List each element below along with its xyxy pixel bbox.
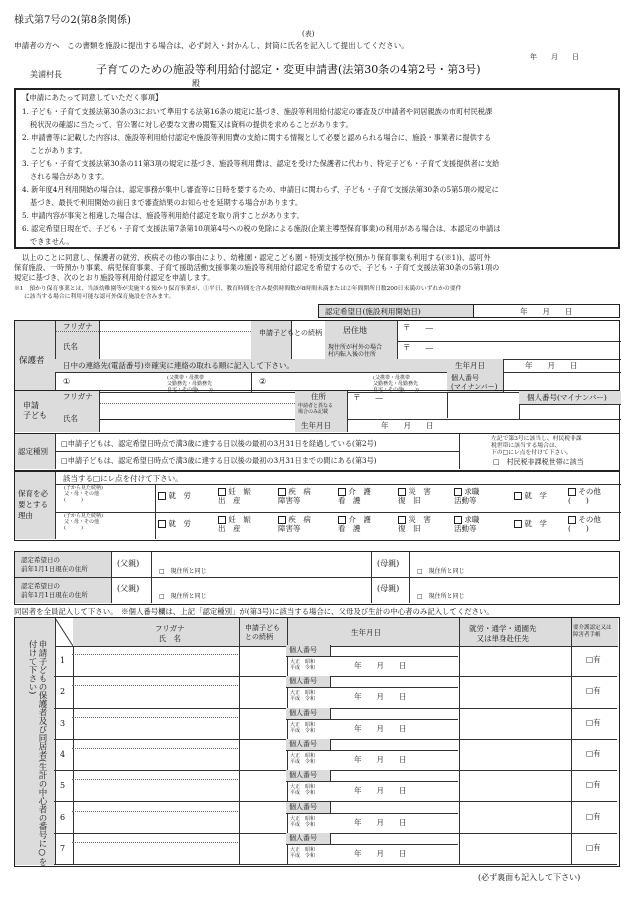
application-date: 年 月 日: [530, 53, 579, 61]
row-number: 2: [60, 687, 66, 697]
prior-address-label-2: 認定希望日の 前年1月1日現在の住所: [21, 582, 88, 599]
household-name-input[interactable]: [72, 833, 238, 864]
child-mynumber-label: 個人番号(マイナンバー): [527, 393, 607, 402]
guardian-postal[interactable]: 〒 ―: [403, 323, 433, 332]
child-address-label: 住所: [311, 392, 326, 401]
cert-type-section: [14, 433, 620, 471]
guardian-contact1[interactable]: ①: [63, 377, 71, 386]
household-name-input[interactable]: [72, 645, 238, 676]
reason-option-other[interactable]: その他 ( ): [568, 515, 601, 533]
row-number: 4: [60, 749, 66, 759]
form-title: 子育てのための施設等利用給付認定・変更申請書(法第30条の4第2号・第3号): [96, 63, 481, 76]
cert-type-label: 認定種別: [18, 447, 48, 456]
care-checkbox[interactable]: □有: [586, 717, 601, 727]
reason-option-school[interactable]: 就 学: [514, 492, 547, 500]
guardian-relation-label: 申請子どもとの続柄: [259, 329, 322, 337]
reason-option-jobsearch[interactable]: 求職 活動等: [454, 487, 480, 505]
child-section: [14, 390, 620, 434]
reason-label: 保育を必 要とする 理由: [18, 489, 48, 520]
table-row: [54, 676, 617, 707]
mynumber-label: 個人番号: [289, 833, 317, 842]
addressee-suffix: 殿: [192, 79, 200, 88]
household-name-input[interactable]: [72, 708, 238, 739]
household-birth-value[interactable]: 年 月 日: [354, 786, 407, 796]
household-name-input[interactable]: [72, 770, 238, 801]
header-workplace: 就労・通学・通園先 又は単身赴任先: [469, 624, 537, 643]
consent-line: される場合があります。: [30, 172, 109, 181]
household-workplace-input[interactable]: [458, 802, 570, 833]
guardian-out-label: 現住所が村外の場合 村内転入後の住所: [328, 344, 383, 358]
footnote: [14, 285, 620, 301]
reason-option-illness[interactable]: 疾 病 障害等: [278, 515, 311, 533]
reason-option-care[interactable]: 介 護 看 護: [338, 515, 371, 533]
household-mynumber-input[interactable]: [330, 708, 458, 719]
agreement-line: 規定に基づき、次のとおり施設等利用給付認定を申請します。: [14, 273, 215, 282]
reason-option-disaster[interactable]: 災 害 復 旧: [398, 515, 431, 533]
guardian-contact2-type: (父携帯・母携帯 父勤務先・母勤務先 自宅・その他( )): [373, 375, 419, 393]
cert-type-option-2[interactable]: □申請子どもは、認定希望日時点で満3歳に達する日以後の最初の3月31日を経過している(第2号): [61, 439, 377, 448]
consent-line: 3. 子ども・子育て支援法第30条の11第3項の規定に基づき、施設等利用費は、認定を受けた保護者に代わり、特定子ども・子育て支援提供者に支給: [22, 159, 500, 168]
guardian-contact2[interactable]: ②: [259, 377, 267, 386]
cert-right-note: 左記で第3号に該当し、村民税非課 税世帯に該当する場合は、 下の□にレ点を付けて下さい。: [491, 436, 582, 456]
mynumber-label: 個人番号: [289, 739, 317, 748]
row-number: 3: [60, 718, 66, 728]
reason-row-1-relation: (子から見た続柄) 父・母・その他 ( ): [64, 485, 103, 503]
table-row: [54, 645, 617, 676]
row-number: 5: [60, 781, 66, 791]
father-label: (父親): [117, 559, 140, 568]
reason-option-pregnancy[interactable]: 妊 娠 出 産: [218, 487, 251, 505]
consent-line: 1. 子ども・子育て支援法第30条の3において準用する法第16条の規定に基づき、施設等利用給付認定の審査及び申請者や同居親族の市町村民税課: [22, 107, 493, 116]
household-mynumber-input[interactable]: [330, 676, 458, 687]
footnote-line: に該当する場合に利用可能な認可外保育施設を含みます。: [24, 294, 175, 300]
household-birth-value[interactable]: 年 月 日: [354, 848, 407, 858]
tax-exempt-checkbox[interactable]: □ 村民税非課税世帯に該当: [493, 458, 584, 466]
table-row: [54, 802, 617, 833]
reason-instruction: 該当する□にレ点を付けて下さい。: [63, 474, 183, 483]
father-same-checkbox[interactable]: □ 現住所と同じ: [159, 568, 207, 575]
child-name-input[interactable]: [99, 391, 295, 432]
agreement-line: 保育施設、一時預かり事業、病児保育事業、子育て援助活動支援事業の施設等利用給付認定を希望するので、子ども・子育て支援法第30条の5第1項の: [14, 263, 500, 272]
care-checkbox[interactable]: □有: [586, 748, 601, 758]
household-workplace-input[interactable]: [458, 708, 570, 739]
header-care: 要介護認定又は 障害者手帳: [573, 625, 612, 638]
household-workplace-input[interactable]: [458, 770, 570, 801]
front-label: (表): [302, 30, 315, 38]
household-mynumber-input[interactable]: [330, 833, 458, 844]
child-address-note: 申請者と異なる 場合のみ記載: [298, 403, 334, 415]
mynumber-label: 個人番号: [289, 708, 317, 717]
consent-line: 4. 新年度4月利用開始の場合は、認定事務が集中し審査等に日時を要するため、申請日に関わらず、子ども・子育て支援法第30条の5第5項の規定に: [22, 185, 499, 194]
header-birth: 生年月日: [351, 628, 381, 637]
child-postal[interactable]: 〒 ―: [353, 393, 383, 402]
guardian-name-input[interactable]: [99, 321, 251, 359]
mynumber-label: 個人番号: [289, 802, 317, 811]
consent-line: 基づき、最長で利用開始の前日まで審査結果のお知らせを延期する場合があります。: [30, 198, 303, 207]
guardian-mynumber-input[interactable]: [503, 372, 621, 392]
desired-date-label-cell: [318, 304, 474, 318]
table-row: [54, 708, 617, 739]
reason-option-work[interactable]: 就 労: [158, 492, 191, 500]
consent-heading: 【申請にあたって同意していただく事項】: [22, 93, 163, 102]
child-section-label: 申請 子ども: [23, 401, 47, 420]
desired-date-field[interactable]: [473, 304, 620, 318]
reason-row-2-relation: (子から見た続柄) 父・母・その他 ( ): [64, 513, 103, 531]
household-name-input[interactable]: [72, 802, 238, 833]
mother-same-checkbox-2[interactable]: □ 現住所と同じ: [417, 593, 465, 600]
reason-option-jobsearch[interactable]: 求職 活動等: [454, 515, 480, 533]
row-number: 6: [60, 812, 66, 822]
household-instruction: 同居者を全員記入して下さい。 ※個人番号欄は、上記「認定種別」が(第3号)に該当する場合に、父母及び生計の中心者のみ記入してください。: [14, 607, 494, 616]
mother-label-2: (母親): [377, 584, 400, 593]
mynumber-label: 個人番号: [289, 771, 317, 780]
care-checkbox[interactable]: □有: [586, 811, 601, 821]
reason-option-school[interactable]: 就 学: [514, 520, 547, 528]
guardian-mynumber-label: 個人番号 (マイナンバー): [451, 374, 498, 391]
guardian-contact-label: 日中の連絡先(電話番号)※確実に連絡の取れる順に記入して下さい。: [63, 361, 294, 370]
era-options: 大正 昭和 平成 令和: [290, 784, 316, 797]
guardian-relation-cell: [251, 321, 291, 359]
era-options: 大正 昭和 平成 令和: [290, 846, 316, 859]
household-workplace-input[interactable]: [458, 645, 570, 676]
household-relation-input[interactable]: [238, 770, 286, 801]
care-checkbox[interactable]: □有: [586, 686, 601, 696]
guardian-address-label: 居住地: [343, 326, 367, 335]
household-relation-input[interactable]: [238, 802, 286, 833]
household-workplace-input[interactable]: [458, 739, 570, 770]
child-mynumber-input[interactable]: [519, 404, 621, 419]
household-name-input[interactable]: [72, 676, 238, 707]
household-birth-value[interactable]: 年 月 日: [354, 754, 407, 764]
consent-box: [14, 88, 620, 249]
household-workplace-input[interactable]: [458, 676, 570, 707]
form-number: 様式第7号の2(第8条関係): [14, 15, 131, 26]
mother-same-checkbox[interactable]: □ 現住所と同じ: [417, 568, 465, 575]
household-side-label: 申請子どもの保護者及び同居者(生計の中心者の番号に○を付けて下さい): [27, 640, 47, 866]
consent-line: 5. 申請内容が事実と相違した場合は、施設等利用給付認定を取り消すことがあります。: [22, 211, 304, 220]
era-options: 大正 昭和 平成 令和: [290, 659, 316, 671]
desired-date-label: 認定希望日(施設利用開始日): [325, 307, 421, 316]
guardian-furigana-label: フリガナ: [63, 322, 93, 331]
household-birth-value[interactable]: 年 月 日: [354, 817, 407, 827]
care-checkbox[interactable]: □有: [586, 842, 601, 852]
household-name-input[interactable]: [72, 739, 238, 770]
household-relation-input[interactable]: [238, 708, 286, 739]
reason-option-pregnancy[interactable]: 妊 娠 出 産: [218, 515, 251, 533]
consent-list: [22, 105, 616, 248]
guardian-contact1-type: (父携帯・母携帯 父勤務先・母勤務先 自宅・その他( )): [167, 375, 213, 393]
household-mynumber-input[interactable]: [330, 802, 458, 813]
reason-option-other[interactable]: その他 ( ): [568, 487, 601, 505]
mynumber-label: 個人番号: [289, 677, 317, 686]
father-same-checkbox-2[interactable]: □ 現住所と同じ: [159, 593, 207, 600]
reason-option-illness[interactable]: 疾 病 障害等: [278, 487, 311, 505]
era-options: 大正 昭和 平成 令和: [290, 690, 316, 703]
table-row: [54, 833, 617, 864]
instruction-text: 申請者の方へ この書類を施設に提出する場合は、必ず封入・封かんし、封筒に氏名を記入して提出してください。: [14, 41, 409, 50]
household-relation-input[interactable]: [238, 676, 286, 707]
prior-address-section: [14, 551, 620, 605]
household-relation-input[interactable]: [238, 833, 286, 864]
child-birth-label: 生年月日: [301, 421, 331, 430]
footer-note: (必ず裏面も記入して下さい): [478, 873, 581, 882]
child-birth-value[interactable]: 年 月 日: [381, 421, 434, 430]
household-relation-input[interactable]: [238, 739, 286, 770]
guardian-section-label: 保護者: [19, 356, 45, 366]
guardian-name-label: 氏名: [63, 342, 78, 351]
addressee: 美浦村長: [30, 70, 62, 79]
agreement-line: 以上のことに同意し、保護者の就労、疾病その他の事由により、幼稚園・認定こども園・特別支援学校(預かり保育事業も利用する(※1))、認可外: [22, 253, 491, 262]
row-number: 1: [60, 656, 66, 665]
consent-line: 2. 申請書等に記載した内容は、施設等利用給付認定や施設等利用費の支給に関する情報として必要と認められる場合に、施設・事業者に提供する: [22, 133, 492, 142]
guardian-birth-value[interactable]: 年 月 日: [525, 361, 578, 370]
reason-option-care[interactable]: 介 護 看 護: [338, 487, 371, 505]
reason-option-work[interactable]: 就 労: [158, 520, 191, 528]
care-checkbox[interactable]: □有: [586, 780, 601, 790]
reason-section: [14, 471, 620, 541]
guardian-birth-label: 生年月日: [455, 361, 485, 370]
consent-line: 6. 認定希望日現在で、子ども・子育て支援法第7条第10項第4号への税の免除による施設(企業主導型保育事業)の利用がある場合は、本認定の申請は: [22, 224, 501, 233]
era-options: 大正 昭和 平成 令和: [290, 721, 316, 734]
row-number: 7: [60, 843, 66, 853]
consent-line: 税状況の確認に当たって、官公署に対し必要な文書の閲覧又は資料の提供を求めることがあります。: [30, 120, 353, 129]
consent-line: ことがあります。: [30, 146, 87, 155]
reason-option-disaster[interactable]: 災 害 復 旧: [398, 487, 431, 505]
table-row: [54, 770, 617, 801]
household-workplace-input[interactable]: [458, 833, 570, 864]
consent-line: できません。: [30, 237, 74, 246]
mother-label: (母親): [377, 559, 400, 568]
header-diagonal: [55, 618, 73, 646]
father-label-2: (父親): [117, 584, 140, 593]
care-checkbox[interactable]: □有: [586, 655, 601, 664]
household-birth-value[interactable]: 年 月 日: [354, 723, 407, 733]
cert-type-option-3[interactable]: □申請子どもは、認定希望日時点で満3歳に達する日以後の最初の3月31日までの間にある(第3号): [61, 456, 377, 465]
household-mynumber-input[interactable]: [330, 770, 458, 781]
era-options: 大正 昭和 平成 令和: [290, 815, 316, 828]
household-mynumber-input[interactable]: [330, 645, 458, 656]
table-row: [54, 739, 617, 770]
mynumber-label: 個人番号: [289, 646, 317, 654]
prior-address-label-1: 認定希望日の 前年1月1日現在の住所: [21, 556, 88, 573]
guardian-relation-input[interactable]: [291, 321, 325, 359]
footnote-line: ※1 預かり保育事業とは、当該幼稚園等が実施する預かり保育事業が、①平日、教育時間を含み提供時間数が8時間未満または②年間開所日数200日未満のいずれかの要件: [14, 286, 462, 292]
header-name: フリガナ 氏 名: [155, 624, 185, 643]
child-furigana-label: フリガナ: [63, 392, 93, 401]
child-name-label: 氏名: [63, 414, 78, 423]
guardian-postal2[interactable]: 〒 ―: [403, 343, 433, 352]
era-options: 大正 昭和 平成 令和: [290, 752, 316, 765]
desired-date-value: 年 月 日: [520, 307, 573, 316]
household-mynumber-input[interactable]: [330, 739, 458, 750]
household-birth-value[interactable]: 年 月 日: [354, 692, 407, 702]
household-birth-value[interactable]: 年 月 日: [354, 661, 407, 670]
header-relation: 申請子ども との続柄: [245, 624, 280, 641]
household-relation-input[interactable]: [238, 645, 286, 676]
agreement-text: [14, 253, 620, 283]
